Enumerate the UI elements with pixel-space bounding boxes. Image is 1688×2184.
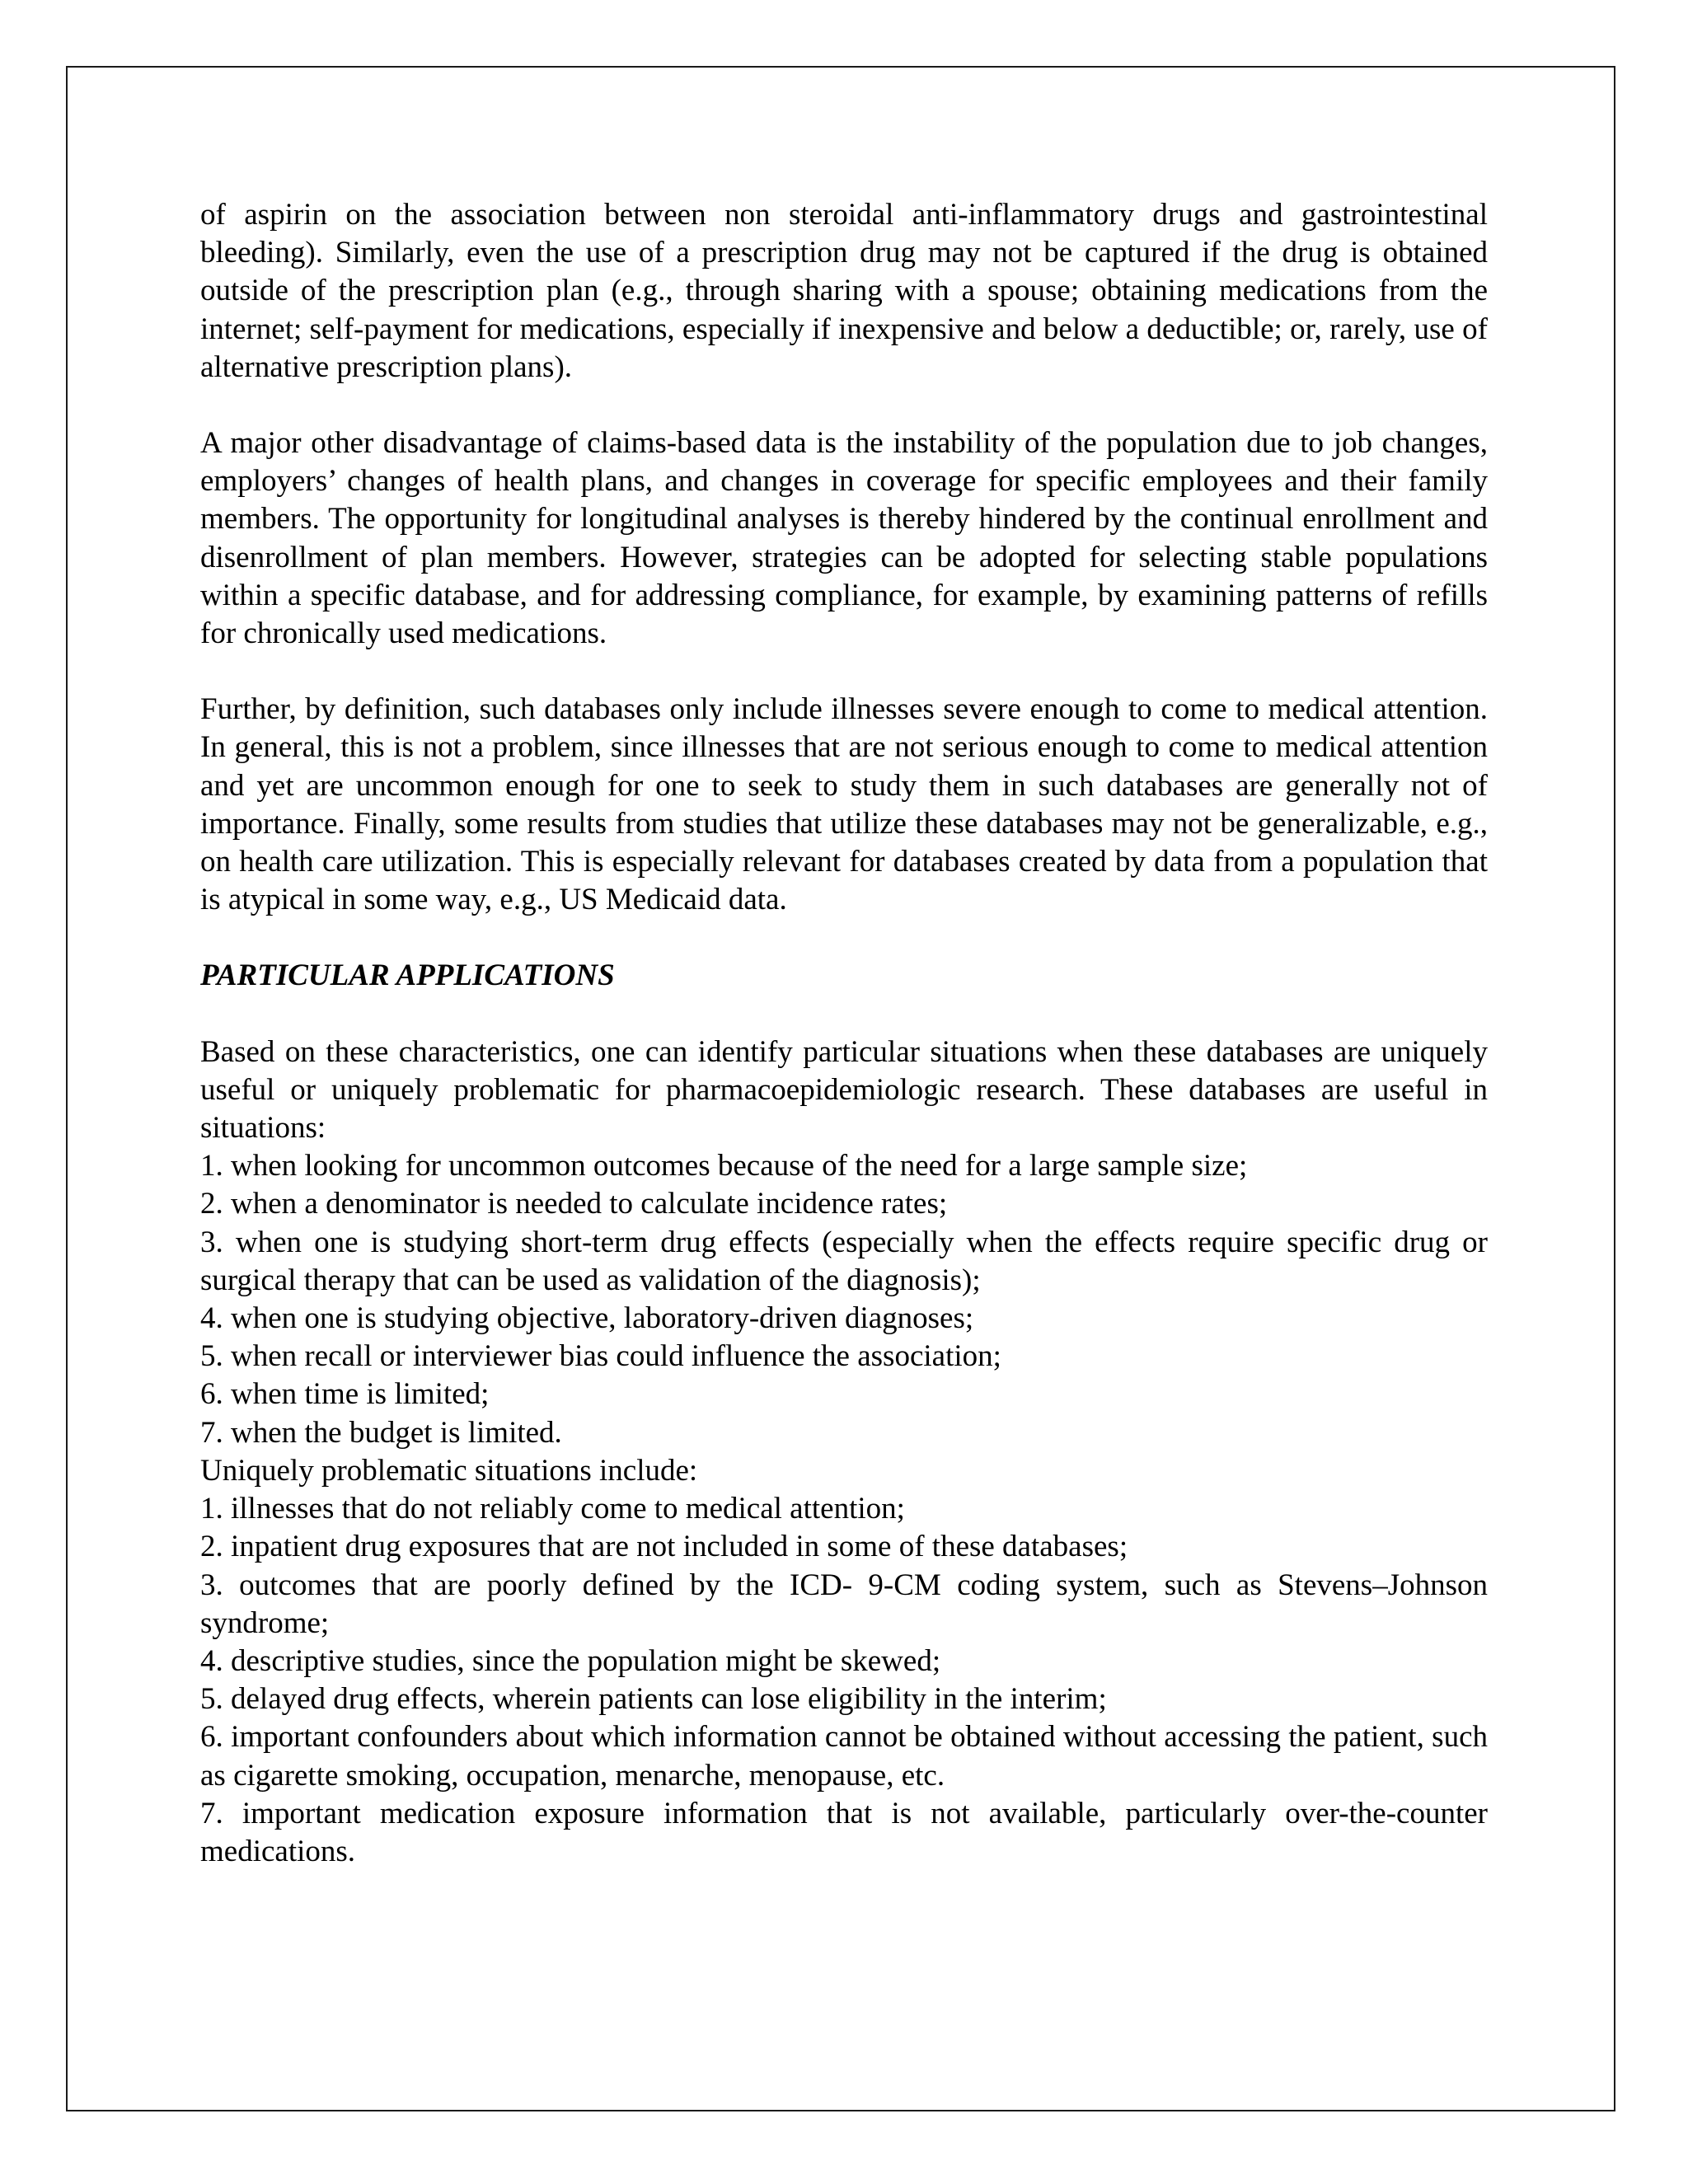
- paragraph-spacer: [200, 996, 1488, 1033]
- paragraph-population-instability: A major other disadvantage of claims-based data is the instability of the population due to job changes, employers’ changes of health plans, and changes in coverage for specific employees and their family members. The opportunity for longitudinal analyses is thereby hindered by the continual enrollment and disenrollment of plan members. However, strategies can be adopted for selecting stable populations within a specific database, and for addressing compliance, for example, by examining patterns of refills for chronically used medications.: [200, 426, 1488, 651]
- problematic-situations-list: [200, 1490, 1488, 1871]
- list-item: 6. when time is limited;: [200, 1377, 490, 1412]
- list-item: 2. inpatient drug exposures that are not included in some of these databases;: [200, 1530, 1128, 1564]
- list-item: 5. delayed drug effects, wherein patients can lose eligibility in the interim;: [200, 1682, 1107, 1717]
- paragraph-medical-attention: Further, by definition, such databases only include illnesses severe enough to come to medical attention. In general, this is not a problem, since illnesses that are not serious enough to come to medical attention and yet are uncommon enough for one to seek to study them in such databases are generally not of importance. Finally, some results from studies that utilize these databases may not be generalizable, e.g., on health care utilization. This is especially relevant for databases created by data from a population that is atypical in some way, e.g., US Medicaid data.: [200, 692, 1488, 917]
- document-body: [200, 196, 1488, 1871]
- paragraph-spacer: [200, 387, 1488, 424]
- problematic-intro: Uniquely problematic situations include:: [200, 1453, 698, 1488]
- list-item: 7. when the budget is limited.: [200, 1415, 562, 1450]
- list-item: 6. important confounders about which information cannot be obtained without accessing the patient, such as cigarette smoking, occupation, menarche, menopause, etc.: [200, 1720, 1488, 1793]
- list-item: 4. when one is studying objective, laboratory-driven diagnoses;: [200, 1301, 974, 1336]
- list-item: 3. when one is studying short-term drug effects (especially when the effects require specific drug or surgical therapy that can be used as validation of the diagnosis);: [200, 1225, 1488, 1297]
- paragraph-intro: Based on these characteristics, one can identify particular situations when these databases are uniquely useful or uniquely problematic for pharmacoepidemiologic research. These databases are useful in situations:: [200, 1034, 1488, 1146]
- section-heading: PARTICULAR APPLICATIONS: [200, 958, 615, 993]
- list-item: 4. descriptive studies, since the population might be skewed;: [200, 1643, 941, 1678]
- list-item: 1. illnesses that do not reliably come to medical attention;: [200, 1492, 905, 1526]
- list-item: 3. outcomes that are poorly defined by the ICD- 9-CM coding system, such as Stevens–Johnson syndrome;: [200, 1568, 1488, 1640]
- list-item: 2. when a denominator is needed to calculate incidence rates;: [200, 1187, 948, 1221]
- paragraph-spacer: [200, 919, 1488, 957]
- paragraph-spacer: [200, 653, 1488, 691]
- paragraph-aspirin-bleeding: of aspirin on the association between non steroidal anti-inflammatory drugs and gastrointestinal bleeding). Similarly, even the use of a prescription drug may not be captured if the drug is obtained outside of the prescription plan (e.g., through sharing with a spouse; obtaining medications from the internet; self-payment for medications, especially if inexpensive and below a deductible; or, rarely, use of alternative prescription plans).: [200, 198, 1488, 384]
- list-item: 7. important medication exposure information that is not available, particularly over-the-counter medications.: [200, 1796, 1488, 1868]
- list-item: 5. when recall or interviewer bias could influence the association;: [200, 1339, 1001, 1374]
- useful-situations-list: [200, 1147, 1488, 1452]
- list-item: 1. when looking for uncommon outcomes because of the need for a large sample size;: [200, 1149, 1248, 1183]
